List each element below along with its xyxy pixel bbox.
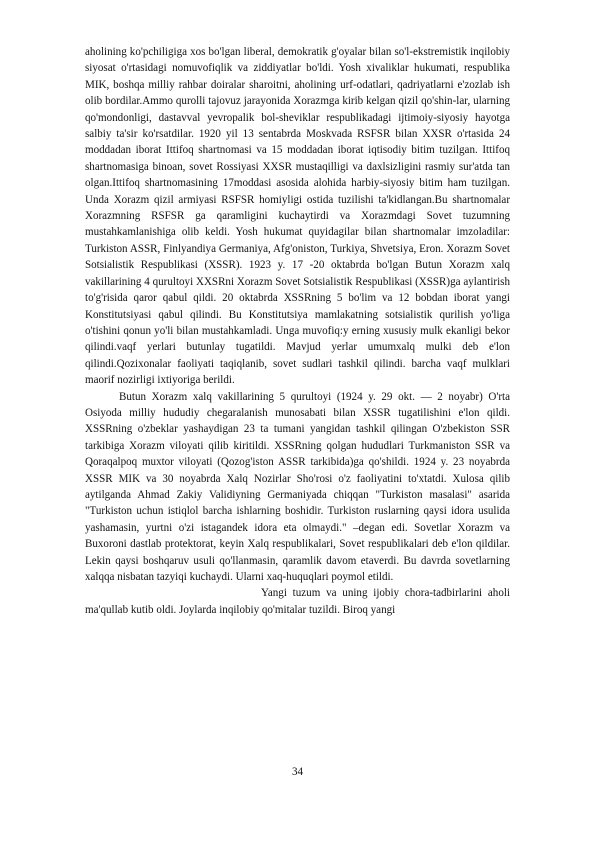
document-page (85, 44, 510, 778)
paragraph-2: Butun Xorazm xalq vakillarining 5 qurultoyi (1924 y. 29 okt. — 2 noyabr) O'rta Osiyoda milliy hududiy chegaralanish munosabati bilan XSSR tugatilishini e'lon qildi. XSSRning o'zbeklar yashaydigan 23 ta tumani yangidan tashkil qilingan O'zbekiston SSR tarkibiga Xorazm viloyati qilib kiritildi. XSSRning qolgan hududlari Turkmaniston SSR va Qoraqalpoq muxtor viloyati (Qozog'iston ASSR tarkibida)ga qo'shildi. 1924 y. 23 noyabrda XSSR MIK va 30 noyabrda Xalq Nozirlar Sho'rosi o'z faoliyatini to'xtatdi. Xulosa qilib aytilganda Ahmad Zakiy Validiyning Germaniyada chiqqan "Turkiston masalasi" asarida "Turkiston uchun istiqlol barcha ishlarning boshidir. Turkiston ruslarning qaysi idora usulida yashamasin, yurtni o'zi istagandek idora eta olmaydi." –degan edi. Sovetlar Xorazm va Buxoroni dastlab protektorat, keyin Xalq respublikalari, Sovet respublikalari deb e'lon qildilar. Lekin qaysi boshqaruv usuli qo'llanmasin, qaramlik davom etaverdi. Bu davrda sovetlarning xalqqa nisbatan tazyiqi kuchaydi. Ularni xaq-huquqlari poymol etildi. (85, 390, 510, 583)
paragraph-1: aholining ko'pchiligiga xos bo'lgan liberal, demokratik g'oyalar bilan so'l-ekstremistik inqilobiy siyosat o'rtasidagi nomuvofiqlik va ziddiyatlar bo'ldi. Yosh xivaliklar hukumati, respublika MIK, boshqa milliy rahbar doiralar sharoitni, aholining urf-odatlari, qadriyatlarni e'zozlab ish olib bordilar.Ammo qurolli tajovuz jarayonida Xorazmga kirib kelgan qizil qo'shin-lar, ularning qo'mondonligi, dastavval yevropalik bol-sheviklar respublikadagi ijtimoiy-siyosiy hayotga salbiy ta'sir ko'rsatdilar. 1920 yil 13 sentabrda Moskvada RSFSR bilan XXSR o'rtasida 24 moddadan iborat Ittifoq shartnomasi va 15 moddadan iborat iqtisodiy bitim tuzilgan. Ittifoq shartnomasiga binoan, sovet Rossiyasi XXSR mustaqilligi va daxlsizligini rasmiy sur'atda tan olgan.Ittifoq shartnomasining 17moddasi asosida alohida harbiy-siyosiy bitim ham tuzilgan. Unda Xorazm qizil armiyasi RSFSR homiyligi ostida tuzilishi ta'kidlangan.Bu shartnomalar Xorazmning RSFSR ga qaramligini kuchaytirdi va Xorazmdagi Sovet tuzumning mustahkamlanishiga olib keldi. Yosh hukumat quyidagilar bilan shartnomalar imzoladilar: Turkiston ASSR, Finlyandiya Germaniya, Afg'oniston, Turkiya, Shvetsiya, Eron. Xorazm Sovet Sotsialistik Respublikasi (XSSR). 1923 y. 17 -20 oktabrda bo'lgan Butun Xorazm xalq vakillarining 4 qurultoyi XXSRni Xorazm Sovet Sotsialistik Respublikasi (XSSR)ga aylantirish to'g'risida qaror qabul qildi. 20 oktabrda XSSRning 5 bo'lim va 12 bobdan iborat yangi Konstitutsiyasi qabul qilindi. Bu Konstitutsiya mamlakatning sotsialistik qurilish yo'liga o'tishini qonun yo'li bilan mustahkamladi. Unga muvofiq:y erning xususiy mulk ekanligi bekor qilindi.vaqf yerlari butunlay tugatildi. Mavjud yerlar umumxalq mulki deb e'lon qilindi.Qozixonalar faoliyati taqiqlanib, sovet sudlari tashkil qilindi. barcha vaqf mulklari maorif nozirligi ixtiyoriga berildi. (85, 46, 510, 387)
page-number: 34 (291, 766, 304, 778)
paragraph-3: Yangi tuzum va uning ijobiy chora-tadbirlarini aholi ma'qullab kutib oldi. Joylarda inqilobiy qo'mitalar tuzildi. Biroq yangi (85, 587, 510, 616)
